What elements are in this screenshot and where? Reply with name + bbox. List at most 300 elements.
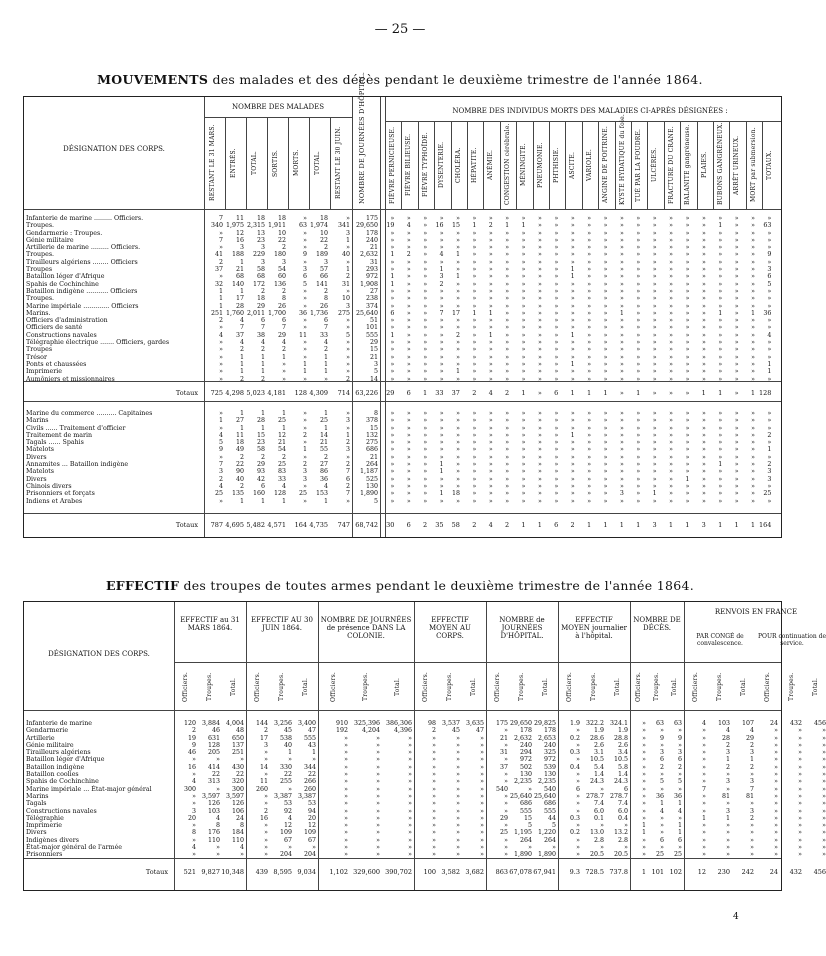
table-cell: » bbox=[603, 287, 608, 295]
table-cell: » bbox=[538, 446, 542, 454]
table-cell: » bbox=[603, 482, 608, 490]
table2-sub-header: Total. bbox=[614, 677, 621, 697]
table-cell: » bbox=[751, 360, 755, 368]
table-cell: » bbox=[505, 258, 510, 266]
row-label: Constructions navales bbox=[26, 331, 97, 339]
table-cell: 22 bbox=[283, 771, 292, 779]
table-cell: » bbox=[751, 446, 755, 454]
table-cell: » bbox=[587, 295, 592, 303]
table-cell: 1 bbox=[725, 814, 730, 822]
table-cell: 20 bbox=[307, 814, 316, 822]
table-cell: 103 bbox=[717, 720, 730, 727]
table-cell: » bbox=[587, 309, 592, 317]
table-cell: 31 bbox=[341, 280, 350, 288]
row-label: Troupes bbox=[26, 346, 53, 354]
table-cell: » bbox=[570, 287, 575, 295]
row-label: Tagals bbox=[26, 800, 47, 808]
table-cell: » bbox=[636, 431, 641, 439]
table-cell: 5 bbox=[302, 280, 307, 288]
row-label: Tagals ...... Spahis bbox=[26, 439, 84, 447]
table-row bbox=[26, 829, 826, 836]
table1-header-rule bbox=[24, 209, 781, 210]
table-cell: » bbox=[685, 273, 690, 281]
table-cell: 4 bbox=[659, 807, 664, 815]
table-cell: » bbox=[480, 836, 484, 844]
table-cell: 42 bbox=[256, 475, 265, 483]
table-cell: 1 bbox=[239, 360, 244, 368]
table-cell: » bbox=[521, 302, 526, 310]
table-cell: » bbox=[603, 446, 608, 454]
table-cell: » bbox=[685, 236, 690, 244]
table-cell: 7 bbox=[218, 236, 223, 244]
table-cell: » bbox=[822, 822, 826, 830]
table-cell: » bbox=[822, 741, 826, 749]
table-cell: » bbox=[798, 792, 802, 800]
table-cell: » bbox=[734, 439, 739, 447]
table-cell: 3 bbox=[725, 749, 730, 757]
table-row bbox=[26, 439, 771, 446]
table-cell: » bbox=[538, 258, 542, 266]
table-cell: » bbox=[390, 302, 395, 310]
table-row bbox=[26, 476, 771, 483]
table-cell: 3 bbox=[345, 446, 350, 454]
table-cell: » bbox=[701, 258, 706, 266]
table-cell: » bbox=[303, 439, 307, 447]
table1-maladies-col-header: CHOLÉRA. bbox=[454, 147, 462, 183]
totals-cell: 1 bbox=[521, 389, 526, 397]
table-cell: » bbox=[423, 360, 428, 368]
table-cell: » bbox=[505, 287, 510, 295]
table-cell: » bbox=[685, 295, 690, 303]
table-cell: » bbox=[472, 258, 477, 266]
table-cell: 378 bbox=[365, 417, 378, 425]
table-cell: » bbox=[636, 266, 641, 274]
row-label: Infanterie de marine ......... Officiers. bbox=[26, 215, 144, 222]
table-cell: » bbox=[472, 431, 477, 439]
table-cell: 1 bbox=[439, 461, 444, 469]
table-cell: 21 bbox=[277, 439, 286, 447]
table-cell: » bbox=[554, 266, 559, 274]
table-cell: » bbox=[488, 360, 493, 368]
table-cell: » bbox=[505, 453, 510, 461]
table-cell: » bbox=[406, 244, 411, 252]
table-cell: » bbox=[642, 734, 646, 742]
table-cell: 21 bbox=[499, 734, 508, 742]
table-cell: » bbox=[678, 814, 682, 822]
table-cell: » bbox=[798, 829, 802, 837]
table-cell: » bbox=[685, 497, 690, 505]
table-cell: » bbox=[603, 360, 608, 368]
table-cell: » bbox=[734, 287, 739, 295]
totals-cell: 1 bbox=[636, 389, 641, 397]
table-cell: 16 bbox=[235, 236, 244, 244]
table-cell: » bbox=[751, 490, 755, 498]
table-cell: 10 bbox=[319, 229, 328, 237]
table-cell: 17 bbox=[451, 309, 460, 317]
table-cell: 8 bbox=[191, 829, 196, 837]
table-cell: » bbox=[521, 236, 526, 244]
table-cell: » bbox=[390, 244, 395, 252]
table-cell: 502 bbox=[519, 763, 532, 771]
table-cell: 27 bbox=[235, 417, 244, 425]
table-cell: » bbox=[570, 439, 575, 447]
table-cell: 2 bbox=[767, 431, 772, 439]
table-cell: » bbox=[702, 749, 706, 757]
table-cell: » bbox=[423, 222, 428, 230]
table-cell: » bbox=[423, 475, 428, 483]
table-cell: » bbox=[636, 331, 641, 339]
table-cell: 19 bbox=[187, 734, 196, 742]
table-cell: 4 bbox=[239, 317, 244, 325]
table-cell: » bbox=[570, 453, 575, 461]
table-cell: » bbox=[603, 273, 608, 281]
table-cell: » bbox=[504, 727, 508, 735]
table-cell: » bbox=[603, 375, 608, 383]
table-cell: » bbox=[642, 785, 646, 793]
table-cell: » bbox=[570, 309, 575, 317]
table-cell: 1,195 bbox=[513, 829, 532, 837]
totals-cell: 439 bbox=[255, 868, 268, 876]
table-cell: 1 bbox=[685, 475, 690, 483]
table-cell: » bbox=[587, 346, 592, 354]
table-cell: 2 bbox=[260, 287, 265, 295]
table-cell: 1 bbox=[287, 749, 292, 757]
table-cell: » bbox=[685, 490, 690, 498]
table-cell: » bbox=[751, 417, 755, 425]
table-cell: » bbox=[822, 763, 826, 771]
table1-malades-col-header: TOTAL. bbox=[251, 150, 258, 176]
table-cell: » bbox=[472, 453, 477, 461]
table-cell: » bbox=[538, 331, 542, 339]
table-cell: » bbox=[456, 453, 460, 461]
table-cell: » bbox=[751, 266, 755, 274]
table-cell: » bbox=[701, 215, 706, 222]
table-cell: » bbox=[439, 244, 444, 252]
table-cell: 0.4 bbox=[617, 814, 628, 822]
table-cell: » bbox=[456, 266, 460, 274]
table-cell: 4 bbox=[439, 251, 444, 259]
table-cell: 1 bbox=[239, 368, 244, 376]
table-cell: » bbox=[702, 792, 706, 800]
table-cell: » bbox=[669, 346, 674, 354]
row-label: Trésor bbox=[26, 353, 47, 361]
table-row bbox=[26, 417, 771, 424]
table-cell: » bbox=[554, 446, 559, 454]
table-cell: » bbox=[480, 763, 484, 771]
table2-group-header: NOMBRE DE JOURNÉES de présence DANS LA COLONIE. bbox=[320, 616, 412, 641]
table-cell: 92 bbox=[283, 807, 292, 815]
table-cell: » bbox=[538, 353, 542, 361]
table-cell: » bbox=[488, 368, 493, 376]
table-cell: » bbox=[718, 280, 723, 288]
table-cell: » bbox=[587, 375, 592, 383]
table-cell: » bbox=[587, 302, 592, 310]
table-cell: » bbox=[505, 461, 510, 469]
table-row bbox=[26, 837, 826, 844]
table-cell: » bbox=[570, 375, 575, 383]
table-cell: » bbox=[669, 331, 674, 339]
table-cell: » bbox=[620, 461, 624, 469]
table2-group-header: EFFECTIF au 31 MARS 1864. bbox=[180, 616, 240, 633]
table-cell: 25 bbox=[277, 417, 286, 425]
table-cell: » bbox=[192, 822, 196, 830]
table-cell: » bbox=[798, 734, 802, 742]
row-label: Traitement de marin bbox=[26, 431, 93, 439]
table-cell: 1 bbox=[472, 309, 477, 317]
table-cell: » bbox=[620, 324, 624, 332]
table-cell: » bbox=[423, 273, 428, 281]
table-cell: » bbox=[423, 353, 428, 361]
table-cell: » bbox=[718, 431, 723, 439]
table-cell: 430 bbox=[231, 763, 244, 771]
table-cell: » bbox=[636, 461, 641, 469]
totals-cell: 1 bbox=[603, 521, 608, 529]
table-cell: » bbox=[406, 339, 411, 347]
table-cell: » bbox=[456, 749, 460, 757]
table-cell: » bbox=[669, 417, 674, 425]
table-cell: » bbox=[669, 324, 674, 332]
table-cell: » bbox=[456, 785, 460, 793]
table-cell: » bbox=[504, 822, 508, 830]
table-cell: » bbox=[505, 280, 510, 288]
table2-renvois-subheader: POUR continuation de service. bbox=[758, 633, 826, 647]
table-cell: » bbox=[488, 295, 493, 303]
table-cell: » bbox=[774, 756, 778, 764]
table-cell: 7 bbox=[345, 490, 350, 498]
table-cell: » bbox=[439, 375, 444, 383]
table-cell: » bbox=[406, 446, 411, 454]
table-cell: » bbox=[406, 475, 411, 483]
totals-cell: » bbox=[652, 389, 657, 397]
table-cell: 1,890 bbox=[359, 490, 378, 498]
table-cell: 20.5 bbox=[589, 851, 604, 859]
table-cell: » bbox=[652, 468, 657, 476]
table1-maladies-col-divider bbox=[647, 121, 648, 209]
table-cell: » bbox=[587, 410, 592, 417]
table-cell: » bbox=[570, 215, 575, 222]
table-cell: 103 bbox=[207, 807, 220, 815]
totals-cell: 1 bbox=[521, 521, 526, 529]
table-cell: » bbox=[390, 468, 395, 476]
table2-title-rest: des troupes de toutes armes pendant le deuxième trimestre de l'année 1864. bbox=[183, 578, 695, 593]
table-cell: 3,597 bbox=[225, 792, 244, 800]
table-cell: 40 bbox=[235, 475, 244, 483]
table-cell: » bbox=[636, 346, 641, 354]
table-cell: 1,187 bbox=[359, 468, 378, 476]
row-label: Officiers de santé bbox=[26, 324, 83, 332]
table-cell: » bbox=[774, 792, 778, 800]
table-cell: » bbox=[480, 851, 484, 859]
table-cell: » bbox=[538, 266, 542, 274]
table-cell: 28 bbox=[235, 302, 244, 310]
table-cell: 9 bbox=[659, 734, 664, 742]
table-cell: » bbox=[822, 844, 826, 852]
table-cell: » bbox=[798, 851, 802, 859]
table-cell: » bbox=[652, 424, 657, 432]
row-label: Artillerie de marine ......... Officiers. bbox=[26, 244, 141, 252]
table-cell: » bbox=[480, 807, 484, 815]
table-cell: » bbox=[488, 251, 493, 259]
table-cell: » bbox=[538, 360, 542, 368]
table-cell: 2 bbox=[281, 346, 286, 354]
table-cell: 1 bbox=[677, 822, 682, 830]
table-cell: 3 bbox=[260, 258, 265, 266]
table-cell: 4 bbox=[701, 720, 706, 727]
table-cell: » bbox=[751, 287, 755, 295]
table-cell: » bbox=[521, 490, 526, 498]
table-cell: 1,736 bbox=[309, 309, 328, 317]
table-cell: 1 bbox=[260, 424, 265, 432]
table-cell: 205 bbox=[207, 749, 220, 757]
table-cell: 16 bbox=[435, 222, 444, 230]
table-cell: » bbox=[406, 236, 411, 244]
table-cell: 6 bbox=[260, 482, 265, 490]
table-cell: 68 bbox=[256, 273, 265, 281]
table-cell: » bbox=[456, 431, 460, 439]
table-cell: » bbox=[685, 280, 690, 288]
table-cell: 374 bbox=[365, 302, 378, 310]
table-cell: » bbox=[767, 339, 772, 347]
table-cell: » bbox=[734, 251, 739, 259]
table-cell: 1,220 bbox=[537, 829, 556, 837]
table-cell: » bbox=[390, 229, 395, 237]
table-cell: » bbox=[408, 771, 412, 779]
table-cell: 7 bbox=[439, 309, 444, 317]
table-cell: » bbox=[505, 251, 510, 259]
table-cell: » bbox=[718, 302, 723, 310]
table-cell: » bbox=[669, 431, 674, 439]
table-cell: 1 bbox=[652, 490, 657, 498]
table-cell: » bbox=[669, 309, 674, 317]
table-cell: » bbox=[240, 851, 244, 859]
table-cell: 5 bbox=[659, 778, 664, 786]
table-cell: » bbox=[669, 215, 674, 222]
table-cell: » bbox=[554, 368, 559, 376]
table-cell: 6.0 bbox=[617, 807, 628, 815]
table-cell: » bbox=[472, 468, 477, 476]
table-cell: » bbox=[620, 222, 624, 230]
table-cell: » bbox=[376, 822, 380, 830]
table1-maladies-col-header: FIÈVRE PERNICIEUSE. bbox=[389, 126, 396, 204]
table-cell: » bbox=[346, 346, 350, 354]
table-cell: 40 bbox=[283, 741, 292, 749]
table-cell: » bbox=[652, 280, 657, 288]
table-cell: 25,640 bbox=[509, 792, 532, 800]
table-cell: 3 bbox=[677, 749, 682, 757]
totals-cell: 101 bbox=[651, 868, 664, 876]
table-cell: 6 bbox=[659, 836, 664, 844]
table-cell: » bbox=[587, 229, 592, 237]
table-cell: » bbox=[726, 800, 730, 808]
table-cell: 130 bbox=[543, 771, 556, 779]
table-cell: » bbox=[456, 778, 460, 786]
table-cell: » bbox=[538, 424, 542, 432]
table-cell: » bbox=[620, 431, 624, 439]
table-cell: » bbox=[456, 822, 460, 830]
table-cell: 81 bbox=[745, 792, 754, 800]
table-cell: » bbox=[603, 368, 608, 376]
row-label: Bataillon indigène ........... Officiers bbox=[26, 287, 138, 295]
table2-sub-header: Total. bbox=[230, 677, 237, 697]
table2-sub-header: Officiers. bbox=[182, 672, 189, 702]
table-cell: » bbox=[192, 800, 196, 808]
table1-malades-col-header: RESTANT LE 31 MARS. bbox=[209, 124, 216, 202]
table-cell: » bbox=[554, 280, 559, 288]
table-cell: » bbox=[570, 251, 575, 259]
table-cell: » bbox=[576, 822, 580, 830]
table2-sub-header: Total. bbox=[812, 677, 819, 697]
table-cell: » bbox=[423, 497, 428, 505]
table-cell: » bbox=[701, 353, 706, 361]
table-cell: » bbox=[685, 215, 690, 222]
table-cell: 29 bbox=[277, 331, 286, 339]
table-cell: 1 bbox=[718, 222, 723, 230]
row-label: Ponts et chaussées bbox=[26, 360, 87, 368]
table-cell: 25 bbox=[673, 851, 682, 859]
totals-cell: 1 bbox=[619, 521, 624, 529]
table-cell: 1.9 bbox=[569, 720, 580, 727]
table-cell: » bbox=[701, 280, 706, 288]
table-cell: » bbox=[636, 251, 641, 259]
table-cell: » bbox=[570, 417, 575, 425]
table-cell: 29 bbox=[745, 734, 754, 742]
table2-sub-header: Officiers. bbox=[692, 672, 699, 702]
table-cell: 12 bbox=[307, 822, 316, 830]
table-cell: » bbox=[570, 317, 575, 325]
table-cell: » bbox=[521, 360, 526, 368]
row-label: Troupes. bbox=[26, 295, 55, 303]
table-cell: » bbox=[570, 295, 575, 303]
table-cell: » bbox=[505, 339, 510, 347]
table-cell: 110 bbox=[231, 836, 244, 844]
table1-maladies-col-header: ANÉMIE. bbox=[487, 149, 495, 181]
table-cell: » bbox=[344, 844, 348, 852]
table-cell: » bbox=[685, 317, 690, 325]
table-cell: 45 bbox=[283, 727, 292, 735]
table-cell: » bbox=[456, 229, 460, 237]
table-cell: 37 bbox=[214, 266, 223, 274]
table-cell: » bbox=[570, 424, 575, 432]
table-cell: » bbox=[685, 375, 690, 383]
table-cell: 3 bbox=[323, 258, 328, 266]
table-cell: » bbox=[718, 453, 723, 461]
table-cell: 4 bbox=[218, 331, 223, 339]
table-cell: » bbox=[603, 431, 608, 439]
table-cell: » bbox=[642, 741, 646, 749]
table-cell: 2 bbox=[239, 482, 244, 490]
table-cell: » bbox=[432, 749, 436, 757]
table-cell: » bbox=[554, 410, 559, 417]
table-cell: » bbox=[642, 756, 646, 764]
table-cell: » bbox=[702, 727, 706, 735]
table-cell: » bbox=[822, 734, 826, 742]
table-cell: » bbox=[798, 844, 802, 852]
table-cell: » bbox=[734, 431, 739, 439]
table-cell: » bbox=[282, 360, 286, 368]
table-cell: 6 bbox=[677, 836, 682, 844]
table-cell: 275 bbox=[365, 439, 378, 447]
table-cell: 1 bbox=[750, 309, 755, 317]
table-cell: » bbox=[219, 353, 223, 361]
table-cell: » bbox=[346, 424, 350, 432]
table-cell: » bbox=[488, 424, 493, 432]
table-cell: » bbox=[408, 734, 412, 742]
table-cell: » bbox=[554, 461, 559, 469]
table-cell: 4 bbox=[287, 814, 292, 822]
table-row bbox=[26, 490, 771, 497]
table-cell: » bbox=[701, 302, 706, 310]
table-cell: 4 bbox=[767, 331, 772, 339]
